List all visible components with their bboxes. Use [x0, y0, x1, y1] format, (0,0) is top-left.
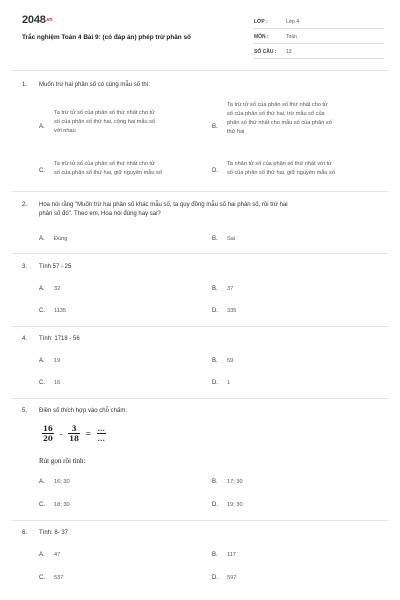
- option-text[interactable]: 18; 30: [54, 502, 70, 508]
- option-letter[interactable]: D.: [212, 168, 218, 174]
- meta-table: [254, 14, 384, 59]
- question-number: 4.: [22, 336, 28, 342]
- document-header: [0, 0, 400, 62]
- option-letter[interactable]: C.: [39, 575, 45, 581]
- option-line: số của phân số thứ hai, cộng hai mẫu số: [54, 119, 156, 125]
- option-text[interactable]: 597: [227, 575, 237, 581]
- option-letter[interactable]: D.: [212, 380, 218, 386]
- option-line: Ta trừ tử số của phân số thứ nhất cho tử: [54, 110, 155, 116]
- option-letter[interactable]: B.: [212, 236, 218, 242]
- option-text[interactable]: 537: [54, 575, 64, 581]
- question-line: Hoa nói rằng "Muốn trừ hai phân số khác mẫu số, ta quy đồng mẫu số hai phân số, rồi trừ hai: [39, 202, 288, 208]
- question-line: phân số đó". Theo em, Hoa nói đúng hay sai?: [39, 211, 161, 217]
- denominator: ...: [97, 434, 105, 443]
- option-line: số của phân số thứ hai, giữ nguyên mẫu số: [54, 170, 162, 176]
- option-text[interactable]: 19; 30: [227, 502, 243, 508]
- option-letter[interactable]: C.: [39, 380, 45, 386]
- option-line: với nhau: [54, 128, 76, 134]
- question-text: Điền số thích hợp vào chỗ chấm:: [39, 408, 127, 414]
- meta-row-subject: [254, 29, 384, 44]
- option-text[interactable]: 1: [227, 380, 231, 386]
- question-number: 1.: [22, 82, 28, 88]
- meta-value: Toán: [286, 34, 297, 40]
- option-letter[interactable]: D.: [212, 308, 218, 314]
- option-letter[interactable]: A.: [39, 124, 45, 130]
- question-text: Tính: 8- 37: [39, 530, 69, 536]
- meta-value: 13: [286, 49, 292, 55]
- option-text[interactable]: 37: [227, 286, 234, 292]
- option-text[interactable]: Đúng: [54, 236, 68, 242]
- divider: [12, 398, 388, 399]
- instruction-text: Rút gọn rồi tính:: [39, 457, 86, 465]
- option-letter[interactable]: B.: [212, 286, 218, 292]
- option-line: số của phân số thứ hai, trừ mẫu số của: [227, 111, 325, 117]
- site-logo[interactable]: [22, 14, 52, 26]
- option-text[interactable]: 1135: [54, 308, 67, 314]
- denominator: 18: [69, 434, 79, 443]
- meta-label: MÔN :: [254, 34, 269, 40]
- option-letter[interactable]: C.: [39, 502, 45, 508]
- question-number: 5.: [22, 408, 28, 414]
- option-letter[interactable]: D.: [212, 575, 218, 581]
- divider: [12, 253, 388, 254]
- logo-sub: .vn: [45, 17, 53, 24]
- option-text[interactable]: 16; 30: [54, 479, 70, 485]
- logo-main: 2048: [22, 14, 46, 26]
- option-text[interactable]: 59: [227, 358, 234, 364]
- numerator: 16: [43, 424, 53, 433]
- option-letter[interactable]: C.: [39, 168, 45, 174]
- option-letter[interactable]: B.: [212, 358, 218, 364]
- option-text[interactable]: [227, 160, 335, 178]
- option-letter[interactable]: D.: [212, 502, 218, 508]
- option-text[interactable]: 32: [54, 286, 61, 292]
- option-letter[interactable]: B.: [212, 552, 218, 558]
- divider: [12, 326, 388, 327]
- option-letter[interactable]: C.: [39, 308, 45, 314]
- option-text[interactable]: Sai: [227, 236, 236, 242]
- option-line: số của phân số thứ hai, giữ nguyên mẫu số: [227, 170, 335, 176]
- option-text[interactable]: 17; 30: [227, 479, 243, 485]
- question-number: 3.: [22, 264, 28, 270]
- question-text: [39, 201, 379, 219]
- option-letter[interactable]: A.: [39, 479, 45, 485]
- option-text[interactable]: [54, 109, 155, 136]
- meta-row-class: [254, 14, 384, 29]
- question-text: Tính: 1718 - 56: [39, 336, 80, 342]
- option-line: Ta trừ tử số của phân số thứ nhất cho tử: [227, 102, 328, 108]
- option-text[interactable]: 47: [54, 552, 61, 558]
- question-text: Muốn trừ hai phân số có cùng mẫu số thì:: [39, 82, 151, 88]
- equals-sign: =: [85, 429, 92, 438]
- option-text[interactable]: 19: [54, 358, 61, 364]
- option-letter[interactable]: A.: [39, 358, 45, 364]
- numerator: ...: [97, 424, 105, 433]
- option-line: Ta nhân tử số của phân số thứ nhất với tử: [227, 161, 332, 167]
- divider: [12, 520, 388, 521]
- option-line: Ta trừ tử số của phân số thứ nhất cho tử: [54, 161, 155, 167]
- meta-value: Lớp 4: [286, 19, 300, 25]
- question-text: Tính 57 - 25: [39, 264, 72, 270]
- option-text[interactable]: 16: [54, 380, 61, 386]
- fraction: [42, 424, 54, 443]
- fraction-expression: [42, 424, 106, 443]
- option-text[interactable]: 335: [227, 308, 237, 314]
- denominator: 20: [43, 434, 53, 443]
- option-text[interactable]: [227, 101, 332, 137]
- question-number: 6.: [22, 530, 28, 536]
- meta-label: LỚP :: [254, 19, 268, 25]
- numerator: 3: [68, 424, 80, 434]
- fraction-blank: [97, 424, 106, 443]
- option-text[interactable]: 117: [227, 552, 236, 558]
- question-number: 2.: [22, 202, 28, 208]
- divider: [12, 70, 388, 71]
- minus-sign: –: [59, 429, 63, 438]
- option-letter[interactable]: B.: [212, 124, 218, 130]
- fraction: [68, 424, 80, 443]
- option-letter[interactable]: A.: [39, 236, 45, 242]
- meta-row-count: [254, 44, 384, 59]
- option-text[interactable]: [54, 160, 162, 178]
- option-line: phân số thứ nhất cho mẫu số của phân số: [227, 120, 332, 126]
- option-line: thứ hai: [227, 129, 245, 135]
- option-letter[interactable]: A.: [39, 286, 45, 292]
- document-title: Trắc nghiệm Toán 4 Bài 9: (có đáp án) phép trừ phân số: [22, 34, 191, 41]
- option-letter[interactable]: A.: [39, 552, 45, 558]
- divider: [12, 191, 388, 192]
- option-letter[interactable]: B.: [212, 479, 218, 485]
- meta-label: SỐ CÂU :: [254, 49, 277, 55]
